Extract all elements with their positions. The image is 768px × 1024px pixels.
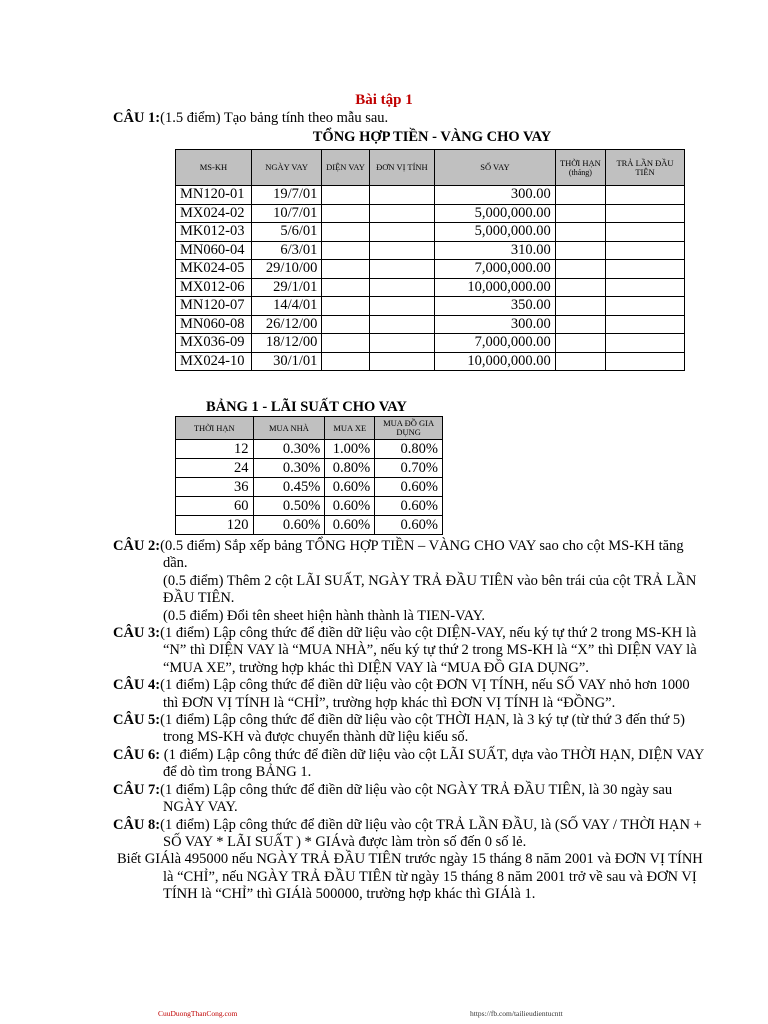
- cell-tra-lan-dau: [606, 352, 685, 371]
- price-note: Biết GIÁlà 495000 nếu NGÀY TRẢ ĐẦU TIÊN trước ngày 15 tháng 8 năm 2001 và ĐƠN VỊ TÍNH là “CHỈ”, nếu NGÀY TRẢ ĐẦU TIÊN từ ngày 15 tháng 8 năm 2001 trở về sau và ĐƠN VỊ TÍNH là “CHỈ” thì GIÁlà 500000, trường hợp khác thì GIÁlà 1.: [117, 851, 703, 903]
- cell-dien-vay: [322, 315, 369, 334]
- cell-so-vay: 310.00: [435, 241, 556, 260]
- question-3: [113, 625, 708, 677]
- col-thoi-han-unit: (tháng): [568, 167, 592, 177]
- question-4: [113, 677, 708, 712]
- question-8-text: (1 điểm) Lập công thức để điền dữ liệu vào cột TRẢ LẦN ĐẦU, là (SỐ VAY / THỜI HẠN + SỐ VAY * LÃI SUẤT ) * GIÁvà được làm tròn số đến 0 số lẻ.: [160, 816, 702, 850]
- cell-dien-vay: [322, 204, 369, 223]
- table1-row: [176, 297, 685, 316]
- cell-so-vay: 5,000,000.00: [435, 204, 556, 223]
- cell-ngay-vay: 10/7/01: [251, 204, 322, 223]
- question-1-label: CÂU 1:: [113, 110, 161, 126]
- cell-ms-kh: MN060-04: [176, 241, 252, 260]
- question-7-label: CÂU 7:: [113, 781, 161, 798]
- table1-row: [176, 315, 685, 334]
- cell-tra-lan-dau: [606, 315, 685, 334]
- col-don-vi-tinh: ĐƠN VỊ TÍNH: [369, 150, 434, 186]
- cell-so-vay: 10,000,000.00: [435, 278, 556, 297]
- table2-row: [176, 478, 443, 497]
- question-7: [113, 782, 708, 817]
- cell-mua-xe: 0.60%: [325, 478, 375, 497]
- table1-row: [176, 334, 685, 353]
- question-5-text: (1 điểm) Lập công thức để điền dữ liệu vào cột THỜI HẠN, là 3 ký tự (từ thứ 3 đến thứ 5) trong MS-KH và được chuyển thành dữ liệu kiểu số.: [160, 712, 685, 746]
- table1-row: [176, 260, 685, 279]
- cell-tra-lan-dau: [606, 241, 685, 260]
- cell-ms-kh: MX024-10: [176, 352, 252, 371]
- cell-thoi-han-value: 12: [176, 440, 254, 459]
- col-ms-kh: MS-KH: [176, 150, 252, 186]
- cell-mua-do-gia-dung: 0.70%: [375, 459, 443, 478]
- cell-ngay-vay: 29/10/00: [251, 260, 322, 279]
- page-title: Bài tập 1: [355, 92, 413, 108]
- table1-header-row: [176, 150, 685, 186]
- cell-don-vi-tinh: [369, 297, 434, 316]
- question-4-text: (1 điểm) Lập công thức để điền dữ liệu vào cột ĐƠN VỊ TÍNH, nếu SỐ VAY nhỏ hơn 1000 thì ĐƠN VỊ TÍNH là “CHỈ”, trường hợp khác thì ĐƠN VỊ TÍNH là “ĐỒNG”.: [160, 677, 690, 711]
- interest-rate-table: [175, 416, 443, 535]
- cell-ngay-vay: 26/12/00: [251, 315, 322, 334]
- question-8: [113, 817, 708, 852]
- cell-dien-vay: [322, 260, 369, 279]
- cell-thoi-han: [555, 352, 605, 371]
- cell-so-vay: 7,000,000.00: [435, 260, 556, 279]
- cell-dien-vay: [322, 223, 369, 242]
- cell-mua-nha: 0.60%: [253, 516, 325, 535]
- footer-right-link[interactable]: https://fb.com/tailieudientucntt: [470, 1009, 563, 1018]
- question-2: [113, 538, 708, 573]
- cell-thoi-han: [555, 223, 605, 242]
- cell-mua-nha: 0.50%: [253, 497, 325, 516]
- question-4-label: CÂU 4:: [113, 677, 161, 694]
- question-6: [113, 747, 708, 782]
- cell-tra-lan-dau: [606, 260, 685, 279]
- question-2-line-3: (0.5 điểm) Đổi tên sheet hiện hành thành là TIEN-VAY.: [163, 607, 486, 624]
- question-3-label: CÂU 3:: [113, 625, 161, 642]
- question-8-label: CÂU 8:: [113, 816, 161, 833]
- cell-dien-vay: [322, 352, 369, 371]
- cell-ms-kh: MX036-09: [176, 334, 252, 353]
- col-mua-xe: MUA XE: [325, 417, 375, 440]
- footer-left-link[interactable]: CuuDuongThanCong.com: [158, 1009, 238, 1018]
- col-thoi-han-2: THỜI HẠN: [176, 417, 254, 440]
- cell-mua-xe: 0.80%: [325, 459, 375, 478]
- table1-row: [176, 278, 685, 297]
- col-mua-do-gia-dung: MUA ĐỒ GIA DỤNG: [375, 417, 443, 440]
- cell-ngay-vay: 5/6/01: [251, 223, 322, 242]
- cell-tra-lan-dau: [606, 334, 685, 353]
- cell-ngay-vay: 18/12/00: [251, 334, 322, 353]
- cell-mua-do-gia-dung: 0.80%: [375, 440, 443, 459]
- cell-ms-kh: MN060-08: [176, 315, 252, 334]
- cell-don-vi-tinh: [369, 334, 434, 353]
- cell-dien-vay: [322, 278, 369, 297]
- cell-mua-do-gia-dung: 0.60%: [375, 497, 443, 516]
- question-2-label: CÂU 2:: [113, 538, 161, 554]
- col-thoi-han: [555, 150, 605, 186]
- cell-don-vi-tinh: [369, 186, 434, 205]
- cell-dien-vay: [322, 186, 369, 205]
- col-so-vay: SỐ VAY: [435, 150, 556, 186]
- cell-so-vay: 7,000,000.00: [435, 334, 556, 353]
- table1-row: [176, 223, 685, 242]
- cell-thoi-han-value: 24: [176, 459, 254, 478]
- cell-thoi-han-value: 36: [176, 478, 254, 497]
- cell-dien-vay: [322, 241, 369, 260]
- question-6-text: (1 điểm) Lập công thức để điền dữ liệu vào cột LÃI SUẤT, dựa vào THỜI HẠN, DIỆN VAY để dò tìm trong BẢNG 1.: [160, 746, 704, 781]
- cell-mua-nha: 0.45%: [253, 478, 325, 497]
- cell-thoi-han: [555, 204, 605, 223]
- cell-dien-vay: [322, 297, 369, 316]
- questions-section: [113, 538, 708, 904]
- question-6-label: CÂU 6:: [113, 746, 161, 763]
- cell-thoi-han: [555, 297, 605, 316]
- question-5: [113, 712, 708, 747]
- cell-don-vi-tinh: [369, 223, 434, 242]
- cell-thoi-han: [555, 241, 605, 260]
- cell-thoi-han-value: 120: [176, 516, 254, 535]
- table1-row: [176, 186, 685, 205]
- table2-row: [176, 516, 443, 535]
- table2-row: [176, 497, 443, 516]
- cell-ngay-vay: 14/4/01: [251, 297, 322, 316]
- table2-caption: BẢNG 1 - LÃI SUẤT CHO VAY: [206, 399, 407, 415]
- question-2-line-1: (0.5 điểm) Sắp xếp bảng TỔNG HỢP TIỀN – VÀNG CHO VAY sao cho cột MS-KH tăng dần.: [160, 538, 684, 572]
- cell-mua-xe: 0.60%: [325, 497, 375, 516]
- question-1-text: (1.5 điểm) Tạo bảng tính theo mẫu sau.: [160, 110, 389, 126]
- col-mua-nha: MUA NHÀ: [253, 417, 325, 440]
- col-thoi-han-label: THỜI HẠN: [559, 157, 601, 168]
- cell-ms-kh: MX012-06: [176, 278, 252, 297]
- cell-thoi-han: [555, 278, 605, 297]
- table2-row: [176, 440, 443, 459]
- cell-mua-do-gia-dung: 0.60%: [375, 478, 443, 497]
- table1-caption: TỔNG HỢP TIỀN - VÀNG CHO VAY: [312, 129, 552, 145]
- cell-so-vay: 300.00: [435, 315, 556, 334]
- cell-ms-kh: MK024-05: [176, 260, 252, 279]
- cell-ngay-vay: 19/7/01: [251, 186, 322, 205]
- cell-tra-lan-dau: [606, 297, 685, 316]
- cell-ms-kh: MN120-01: [176, 186, 252, 205]
- cell-so-vay: 10,000,000.00: [435, 352, 556, 371]
- col-dien-vay: DIỆN VAY: [322, 150, 369, 186]
- cell-don-vi-tinh: [369, 278, 434, 297]
- table1-row: [176, 352, 685, 371]
- table2-header-row: [176, 417, 443, 440]
- question-2-line-2: (0.5 điểm) Thêm 2 cột LÃI SUẤT, NGÀY TRẢ ĐẦU TIÊN vào bên trái của cột TRẢ LẦN ĐẦU TIÊN.: [163, 572, 697, 607]
- cell-mua-nha: 0.30%: [253, 440, 325, 459]
- question-3-text: (1 điểm) Lập công thức để điền dữ liệu vào cột DIỆN-VAY, nếu ký tự thứ 2 trong MS-KH là “N” thì DIỆN VAY là “MUA NHÀ”, nếu ký tự thứ 2 trong MS-KH là “X” thì DIỆN VAY là “MUA XE”, trường hợp khác thì DIỆN VAY là “MUA ĐỒ GIA DỤNG”.: [160, 625, 697, 676]
- question-7-text: (1 điểm) Lập công thức để điền dữ liệu vào cột NGÀY TRẢ ĐẦU TIÊN, là 30 ngày sau NGÀY VAY.: [160, 781, 673, 816]
- table2-row: [176, 459, 443, 478]
- cell-so-vay: 300.00: [435, 186, 556, 205]
- cell-dien-vay: [322, 334, 369, 353]
- cell-ms-kh: MN120-07: [176, 297, 252, 316]
- col-ngay-vay: NGÀY VAY: [251, 150, 322, 186]
- cell-thoi-han: [555, 315, 605, 334]
- cell-don-vi-tinh: [369, 241, 434, 260]
- cell-ngay-vay: 29/1/01: [251, 278, 322, 297]
- cell-don-vi-tinh: [369, 315, 434, 334]
- cell-thoi-han-value: 60: [176, 497, 254, 516]
- cell-mua-xe: 1.00%: [325, 440, 375, 459]
- cell-ngay-vay: 30/1/01: [251, 352, 322, 371]
- cell-thoi-han: [555, 334, 605, 353]
- cell-don-vi-tinh: [369, 352, 434, 371]
- cell-so-vay: 5,000,000.00: [435, 223, 556, 242]
- cell-ms-kh: MK012-03: [176, 223, 252, 242]
- question-1: [113, 110, 388, 127]
- cell-ms-kh: MX024-02: [176, 204, 252, 223]
- cell-mua-xe: 0.60%: [325, 516, 375, 535]
- cell-tra-lan-dau: [606, 186, 685, 205]
- cell-thoi-han: [555, 186, 605, 205]
- question-5-label: CÂU 5:: [113, 712, 161, 729]
- cell-thoi-han: [555, 260, 605, 279]
- cell-mua-nha: 0.30%: [253, 459, 325, 478]
- cell-don-vi-tinh: [369, 260, 434, 279]
- table1-row: [176, 204, 685, 223]
- cell-tra-lan-dau: [606, 204, 685, 223]
- cell-so-vay: 350.00: [435, 297, 556, 316]
- cell-mua-do-gia-dung: 0.60%: [375, 516, 443, 535]
- cell-ngay-vay: 6/3/01: [251, 241, 322, 260]
- cell-tra-lan-dau: [606, 223, 685, 242]
- cell-tra-lan-dau: [606, 278, 685, 297]
- col-tra-lan-dau: TRẢ LẦN ĐẦU TIÊN: [606, 150, 685, 186]
- table1-row: [176, 241, 685, 260]
- loan-summary-table: [175, 149, 685, 371]
- cell-don-vi-tinh: [369, 204, 434, 223]
